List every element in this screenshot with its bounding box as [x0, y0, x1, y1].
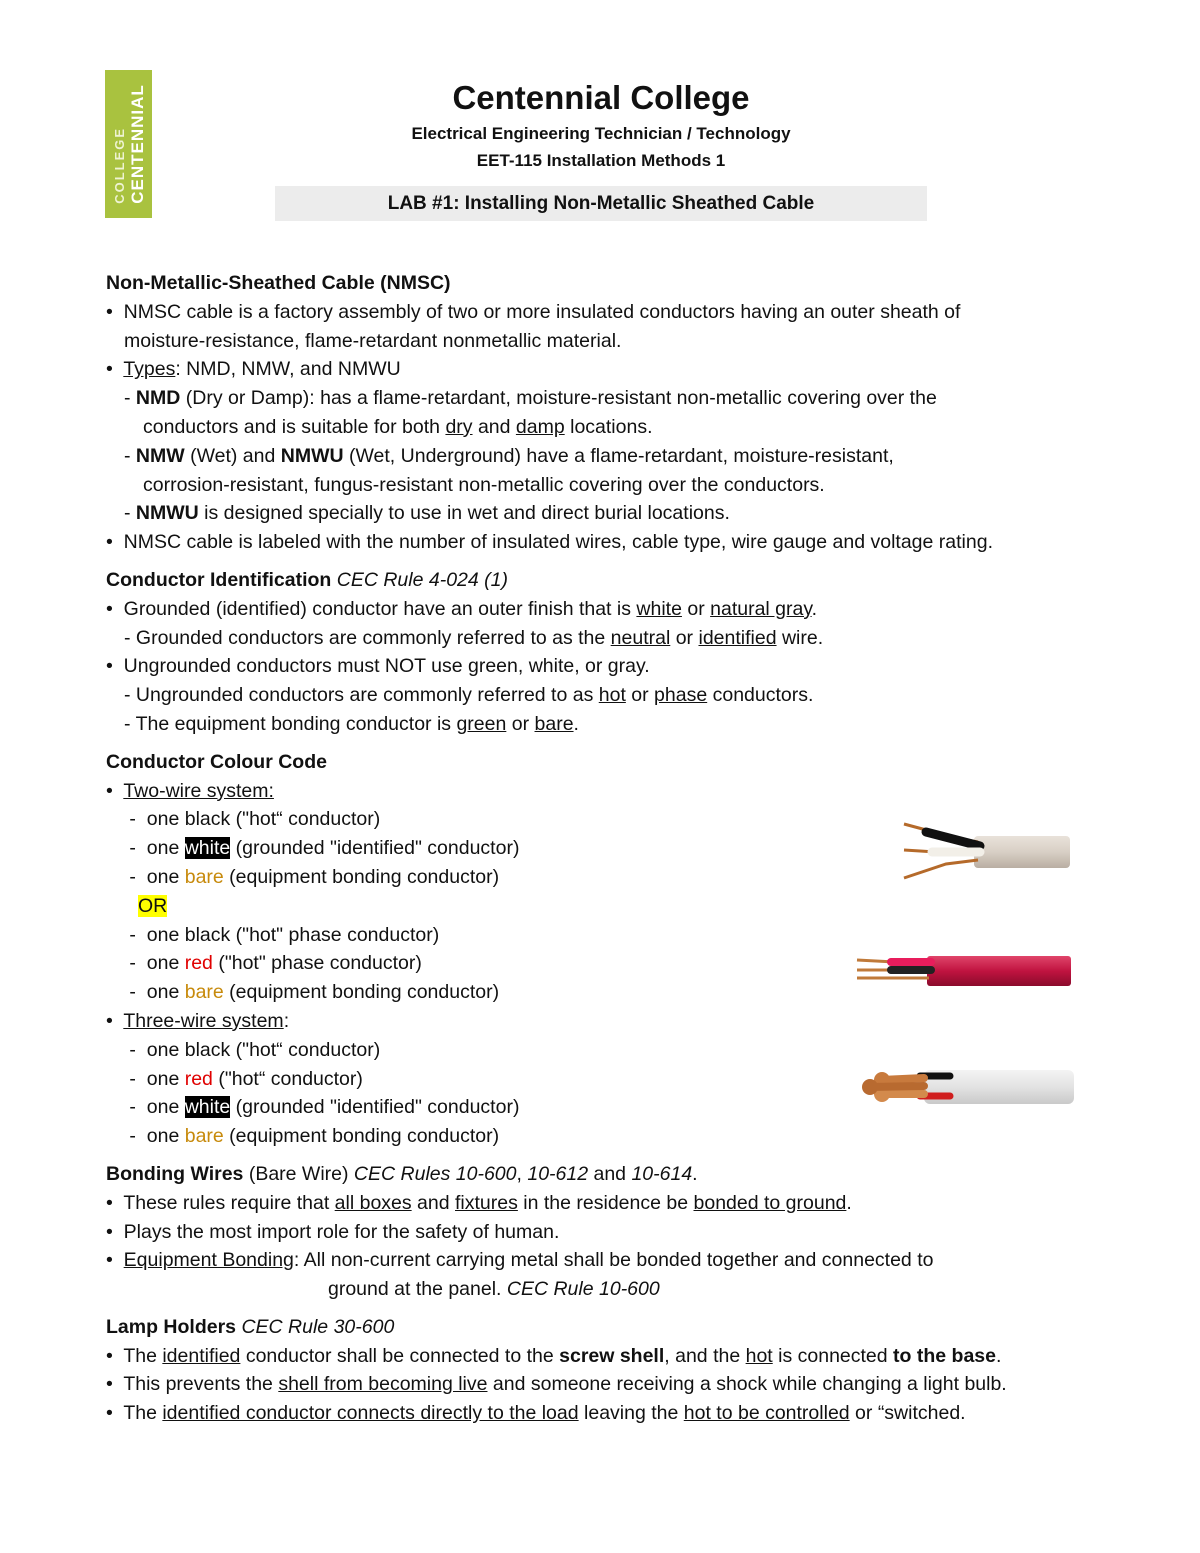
bullet-icon: •: [106, 1220, 113, 1243]
logo-centennial: CENTENNIAL: [127, 84, 147, 204]
page-title: Centennial College: [452, 79, 750, 116]
bullet-icon: •: [106, 1191, 113, 1214]
bullet-icon: •: [106, 597, 113, 620]
sub-item: - one bare (equipment bonding conductor): [129, 981, 500, 1004]
bullet-icon: •: [106, 1373, 113, 1396]
program-name: Electrical Engineering Technician / Technology: [411, 124, 791, 143]
section-heading-lamp-holders: Lamp Holders CEC Rule 30-600: [106, 1315, 395, 1338]
nmd-cable-image-red: [855, 950, 1071, 990]
bullet-icon: •: [106, 1402, 113, 1425]
list-item: • This prevents the shell from becoming live and someone receiving a shock while changing a light bulb.: [106, 1373, 1007, 1396]
list-item: • NMSC cable is labeled with the number of insulated wires, cable type, wire gauge and voltage rating.: [106, 531, 993, 554]
list-item: • Grounded (identified) conductor have an outer finish that is white or natural gray.: [106, 597, 818, 620]
section-heading-nmsc: Non-Metallic-Sheathed Cable (NMSC): [106, 272, 451, 294]
list-item-cont: ground at the panel. CEC Rule 10-600: [328, 1278, 660, 1301]
section-heading-identification: Conductor Identification CEC Rule 4-024 (1): [106, 568, 508, 591]
bullet-icon: •: [106, 655, 113, 678]
sub-item: - one black ("hot“ conductor): [129, 1038, 381, 1061]
logo-college: COLLEGE: [111, 126, 127, 204]
sub-item: - Ungrounded conductors are commonly referred to as hot or phase conductors.: [124, 684, 814, 707]
sub-item: - NMD (Dry or Damp): has a flame-retardant, moisture-resistant non-metallic covering over the: [124, 387, 937, 410]
sub-item: - NMWU is designed specially to use in wet and direct burial locations.: [124, 502, 730, 525]
bullet-icon: •: [106, 358, 113, 381]
sub-item: - The equipment bonding conductor is green or bare.: [124, 712, 579, 735]
bullet-icon: •: [106, 531, 113, 554]
list-item: • Equipment Bonding: All non-current carrying metal shall be bonded together and connected to: [106, 1249, 934, 1272]
sub-item: - one red ("hot" phase conductor): [129, 952, 422, 975]
list-item: • These rules require that all boxes and fixtures in the residence be bonded to ground.: [106, 1191, 852, 1214]
sub-item: - one black ("hot" phase conductor): [129, 923, 440, 946]
sub-item-cont: conductors and is suitable for both dry and damp locations.: [143, 415, 653, 438]
list-item: • The identified conductor shall be connected to the screw shell, and the hot is connected to the base.: [106, 1344, 1002, 1367]
sub-item: - NMW (Wet) and NMWU (Wet, Underground) have a flame-retardant, moisture-resistant,: [124, 444, 894, 467]
sub-item: - one bare (equipment bonding conductor): [129, 1125, 500, 1148]
bullet-icon: •: [106, 300, 113, 323]
sub-item: - one red ("hot“ conductor): [129, 1067, 363, 1090]
nmd-cable-image-white: [860, 1066, 1074, 1108]
sub-item: - one white (grounded "identified" conductor): [129, 1096, 520, 1119]
list-item: • Ungrounded conductors must NOT use green, white, or gray.: [106, 655, 650, 678]
sub-item: - one black ("hot“ conductor): [129, 808, 381, 831]
sub-item: - Grounded conductors are commonly referred to as the neutral or identified wire.: [124, 626, 824, 649]
list-item: • Types: NMD, NMW, and NMWU: [106, 358, 401, 381]
bullet-icon: •: [106, 1344, 113, 1367]
lab-title: LAB #1: Installing Non-Metallic Sheathed Cable: [275, 186, 927, 221]
list-item: • NMSC cable is a factory assembly of two or more insulated conductors having an outer sheath of: [106, 300, 961, 323]
section-heading-bonding: Bonding Wires (Bare Wire) CEC Rules 10-600, 10-612 and 10-614.: [106, 1162, 698, 1185]
sub-item: - one bare (equipment bonding conductor): [129, 865, 500, 888]
list-item: • The identified conductor connects directly to the load leaving the hot to be controlled or “switched.: [106, 1402, 966, 1425]
bullet-icon: •: [106, 1009, 113, 1032]
list-item: • Three-wire system:: [106, 1009, 290, 1032]
college-logo: [105, 70, 152, 218]
bullet-icon: •: [106, 1249, 113, 1272]
or-label: OR: [138, 894, 168, 917]
sub-item: - one white (grounded "identified" conductor): [129, 837, 520, 860]
document-header: [275, 76, 927, 174]
section-heading-colour-code: Conductor Colour Code: [106, 750, 327, 773]
list-item-cont: moisture-resistance, flame-retardant nonmetallic material.: [124, 329, 622, 352]
bullet-icon: •: [106, 779, 113, 802]
list-item: • Plays the most import role for the safety of human.: [106, 1220, 560, 1243]
nmd-cable-image-grey: [896, 818, 1072, 884]
sub-item-cont: corrosion-resistant, fungus-resistant non-metallic covering over the conductors.: [143, 473, 825, 496]
course-name: EET-115 Installation Methods 1: [476, 151, 726, 170]
list-item: • Two-wire system:: [106, 779, 274, 802]
